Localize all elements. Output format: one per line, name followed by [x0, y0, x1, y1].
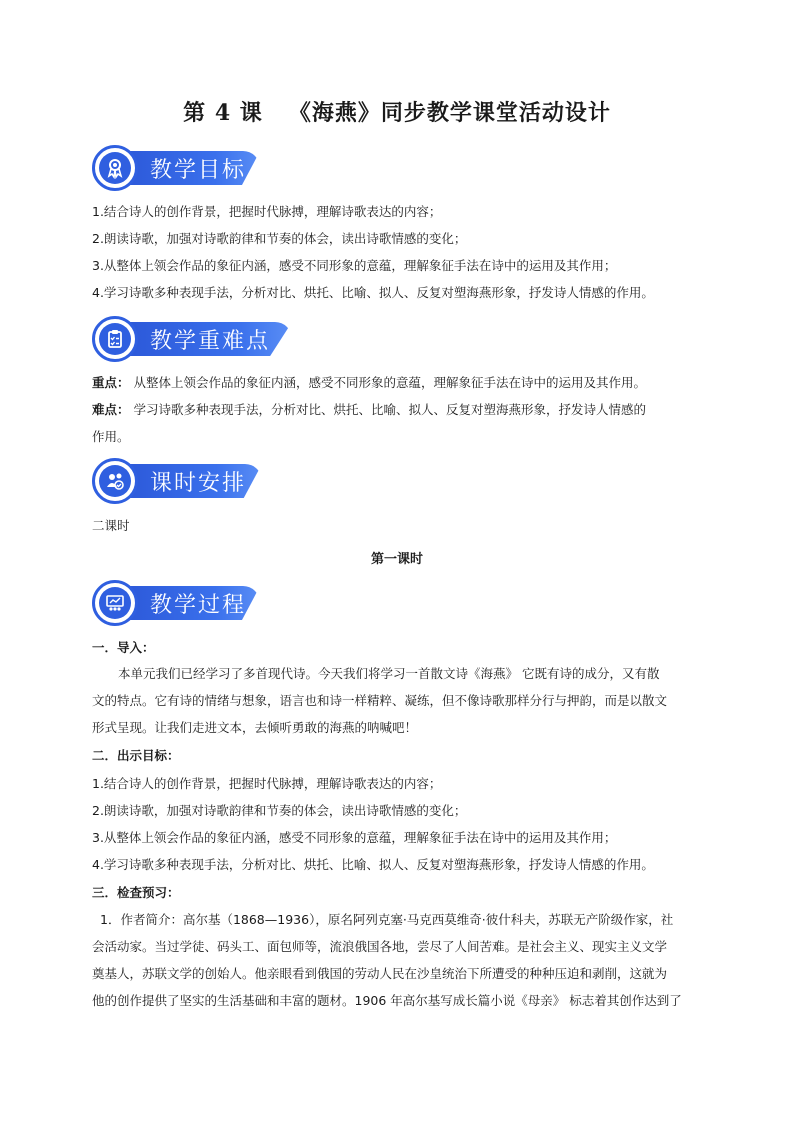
presentation-chart-icon: [92, 580, 138, 626]
focus-label: 重点：: [92, 375, 130, 390]
goal-item: 2.朗读诗歌，加强对诗歌韵律和节奏的体会，读出诗歌情感的变化；: [92, 231, 467, 246]
section-header-goals: [92, 145, 262, 191]
section-title: 教学目标: [150, 158, 247, 183]
title-main: 《海燕》同步教学课堂活动设计: [288, 100, 611, 126]
goals-heading: 二．出示目标：: [92, 748, 180, 763]
goal-item: 1.结合诗人的创作背景，把握时代脉搏，理解诗歌表达的内容；: [92, 204, 442, 219]
intro-line: 本单元我们已经学习了多首现代诗。今天我们将学习一首散文诗《海燕》 它既有诗的成分，又有散: [118, 666, 660, 681]
preview-line: 会活动家。当过学徒、码头工、面包师等，流浪俄国各地，尝尽了人间苦难。是社会主义、现实主义文学: [92, 939, 668, 954]
section-title: 课时安排: [150, 471, 247, 496]
first-lesson-heading: 第一课时: [370, 552, 423, 567]
schedule-text: 二课时: [92, 518, 130, 533]
goal-item: 1.结合诗人的创作背景，把握时代脉搏，理解诗歌表达的内容；: [92, 776, 442, 791]
people-check-icon: [92, 458, 138, 504]
difficulty-text: 学习诗歌多种表现手法，分析对比、烘托、比喻、拟人、反复对塑海燕形象，抒发诗人情感的: [133, 402, 647, 417]
goal-item: 3.从整体上领会作品的象征内涵，感受不同形象的意蕴，理解象征手法在诗中的运用及其作用；: [92, 830, 617, 845]
preview-line: 奠基人，苏联文学的创始人。他亲眼看到俄国的劳动人民在沙皇统治下所遭受的种种压迫和剥削，这就为: [92, 966, 668, 981]
section-header-key-points: [92, 316, 292, 362]
goal-item: 3.从整体上领会作品的象征内涵，感受不同形象的意蕴，理解象征手法在诗中的运用及其作用；: [92, 258, 617, 273]
intro-line: 文的特点。它有诗的情绪与想象，语言也和诗一样精粹、凝练，但不像诗歌那样分行与押韵，而是以散文: [92, 693, 668, 708]
award-ribbon-icon: [92, 145, 138, 191]
difficulty-line: [92, 402, 646, 418]
section-header-process: [92, 580, 262, 626]
focus-text: 从整体上领会作品的象征内涵，感受不同形象的意蕴，理解象征手法在诗中的运用及其作用。: [133, 375, 647, 390]
goal-item: 2.朗读诗歌，加强对诗歌韵律和节奏的体会，读出诗歌情感的变化；: [92, 803, 467, 818]
focus-line: [92, 375, 646, 391]
section-title: 教学重难点: [150, 329, 271, 354]
difficulty-continued: 作用。: [92, 429, 130, 444]
preview-heading: 三．检查预习：: [92, 885, 180, 900]
section-header-schedule: [92, 458, 262, 504]
preview-line: 1．作者简介：高尔基（1868—1936），原名阿列克塞·马克西莫维奇·彼什科夫，苏联无产阶级作家，社: [100, 912, 674, 927]
section-title: 教学过程: [150, 593, 247, 618]
preview-line: 他的创作提供了坚实的生活基础和丰富的题材。1906 年高尔基写成长篇小说《母亲》 标志着其创作达到了: [92, 993, 682, 1008]
intro-line: 形式呈现。让我们走进文本，去倾听勇敢的海燕的呐喊吧！: [92, 720, 418, 735]
clipboard-checklist-icon: [92, 316, 138, 362]
page-title: [0, 96, 794, 127]
intro-heading: 一．导入：: [92, 640, 155, 655]
difficulty-label: 难点：: [92, 402, 130, 417]
goal-item: 4.学习诗歌多种表现手法，分析对比、烘托、比喻、拟人、反复对塑海燕形象，抒发诗人情感的作用。: [92, 857, 654, 872]
goal-item: 4.学习诗歌多种表现手法，分析对比、烘托、比喻、拟人、反复对塑海燕形象，抒发诗人情感的作用。: [92, 285, 654, 300]
title-lesson: 第 4 课: [183, 100, 263, 126]
